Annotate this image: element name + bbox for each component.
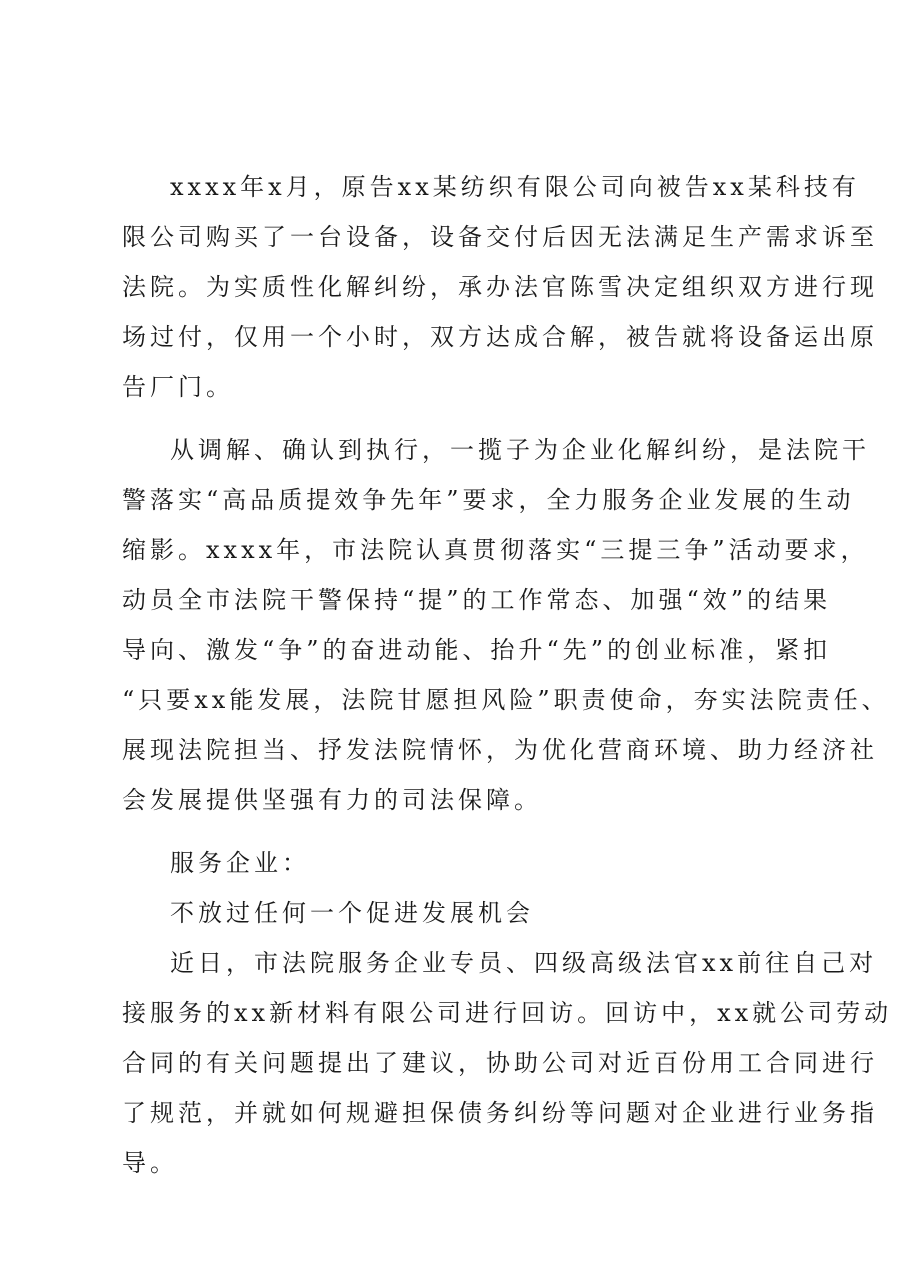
paragraph-3-line-2: 接服务的xx新材料有限公司进行回访。回访中，xx就公司劳动 bbox=[122, 999, 893, 1027]
paragraph-3-line-3: 合同的有关问题提出了建议，协助公司对近百份用工合同进行 bbox=[122, 1049, 878, 1077]
paragraph-1-line-4: 场过付，仅用一个小时，双方达成合解，被告就将设备运出原 bbox=[122, 323, 878, 351]
paragraph-1-line-3: 法院。为实质性化解纠纷，承办法官陈雪决定组织双方进行现 bbox=[122, 273, 878, 301]
paragraph-1-line-2: 限公司购买了一台设备，设备交付后因无法满足生产需求诉至 bbox=[122, 223, 878, 251]
paragraph-2-line-6: “只要xx能发展，法院甘愿担风险”职责使命，夯实法院责任、 bbox=[122, 686, 890, 714]
paragraph-1-line-1: xxxx年x月，原告xx某纺织有限公司向被告xx某科技有 bbox=[170, 173, 860, 201]
paragraph-3-line-5: 导。 bbox=[122, 1149, 178, 1177]
section-title: 不放过任何一个促进发展机会 bbox=[170, 899, 534, 927]
paragraph-2-line-3: 缩影。xxxx年，市法院认真贯彻落实“三提三争”活动要求， bbox=[122, 536, 869, 564]
paragraph-2-line-4: 动员全市法院干警保持“提”的工作常态、加强“效”的结果 bbox=[122, 586, 832, 614]
paragraph-2-line-2: 警落实“高品质提效争先年”要求，全力服务企业发展的生动 bbox=[122, 486, 855, 514]
paragraph-3-line-1: 近日，市法院服务企业专员、四级高级法官xx前往自己对 bbox=[170, 949, 878, 977]
paragraph-2-line-1: 从调解、确认到执行，一揽子为企业化解纠纷，是法院干 bbox=[170, 436, 870, 464]
paragraph-2-line-5: 导向、激发“争”的奋进动能、抬升“先”的创业标准，紧扣 bbox=[122, 636, 832, 664]
paragraph-2-line-7: 展现法院担当、抒发法院情怀，为优化营商环境、助力经济社 bbox=[122, 736, 878, 764]
paragraph-1-line-5: 告厂门。 bbox=[122, 373, 234, 401]
section-label: 服务企业： bbox=[170, 849, 310, 877]
paragraph-3-line-4: 了规范，并就如何规避担保债务纠纷等问题对企业进行业务指 bbox=[122, 1099, 878, 1127]
paragraph-2-line-8: 会发展提供坚强有力的司法保障。 bbox=[122, 786, 542, 814]
